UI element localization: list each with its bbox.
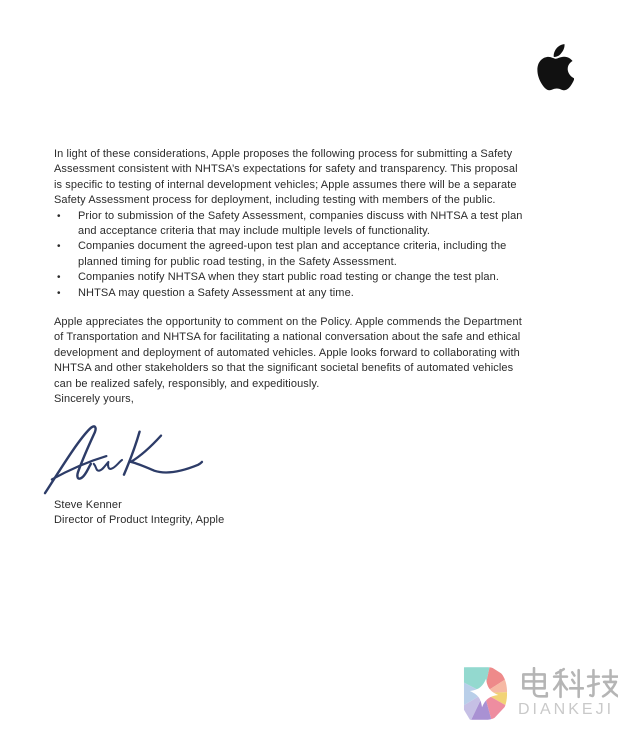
cn-glyph-dian-icon [518, 667, 550, 699]
bullet-list [54, 209, 524, 301]
diankeji-logo-icon [461, 665, 509, 723]
list-item-text: Prior to submission of the Safety Assessment, companies discuss with NHTSA a test plan and acceptance criteria that may include multiple levels of functionality. [78, 209, 523, 238]
letter-body [54, 147, 524, 528]
list-item-text: NHTSA may question a Safety Assessment at any time. [78, 286, 354, 299]
list-item [54, 270, 524, 285]
watermark-latin-text: DIANKEJI [518, 701, 615, 718]
bullet-icon: • [57, 210, 61, 222]
watermark [461, 665, 618, 723]
list-item-text: Companies notify NHTSA when they start public road testing or change the test plan. [78, 271, 500, 284]
signer-name: Steve Kenner [54, 498, 122, 511]
signer-title: Director of Product Integrity, Apple [54, 513, 225, 526]
list-item [54, 209, 524, 240]
apple-logo-icon [537, 43, 574, 93]
list-item-text: Companies document the agreed-upon test plan and acceptance criteria, including the planned timing for public road testing, in the Safety Assessment. [78, 240, 507, 268]
watermark-text-block [518, 665, 618, 719]
list-item [54, 286, 524, 301]
bullet-icon: • [57, 241, 61, 253]
list-item [54, 239, 524, 270]
signature-handwriting [38, 420, 208, 498]
closing-salutation: Sincerely yours, [54, 393, 134, 406]
bullet-icon: • [57, 287, 61, 299]
cn-glyph-ke-icon [552, 667, 584, 699]
cn-glyph-ji-icon [586, 667, 618, 699]
paragraph-outro: Apple appreciates the opportunity to comment on the Policy. Apple commends the Department of Transportation and NHTSA for facilitating a national conversation about the safe and ethical development and deployment of automated vehicles. Apple looks forward to collaborating with NHTSA and other stakeholders so that the significant societal benefits of automated vehicles can be realized safely, responsibly, and expeditiously. [54, 316, 522, 390]
paragraph-intro: In light of these considerations, Apple proposes the following process for submitting a Safety Assessment consistent with NHTSA’s expectations for safety and transparency. This proposal is specific to testing of internal development vehicles; Apple assumes there will be a separate Safety Assessment process for deployment, including testing with members of the public. [54, 148, 518, 207]
bullet-icon: • [57, 272, 61, 284]
watermark-cn-glyphs [518, 667, 618, 699]
